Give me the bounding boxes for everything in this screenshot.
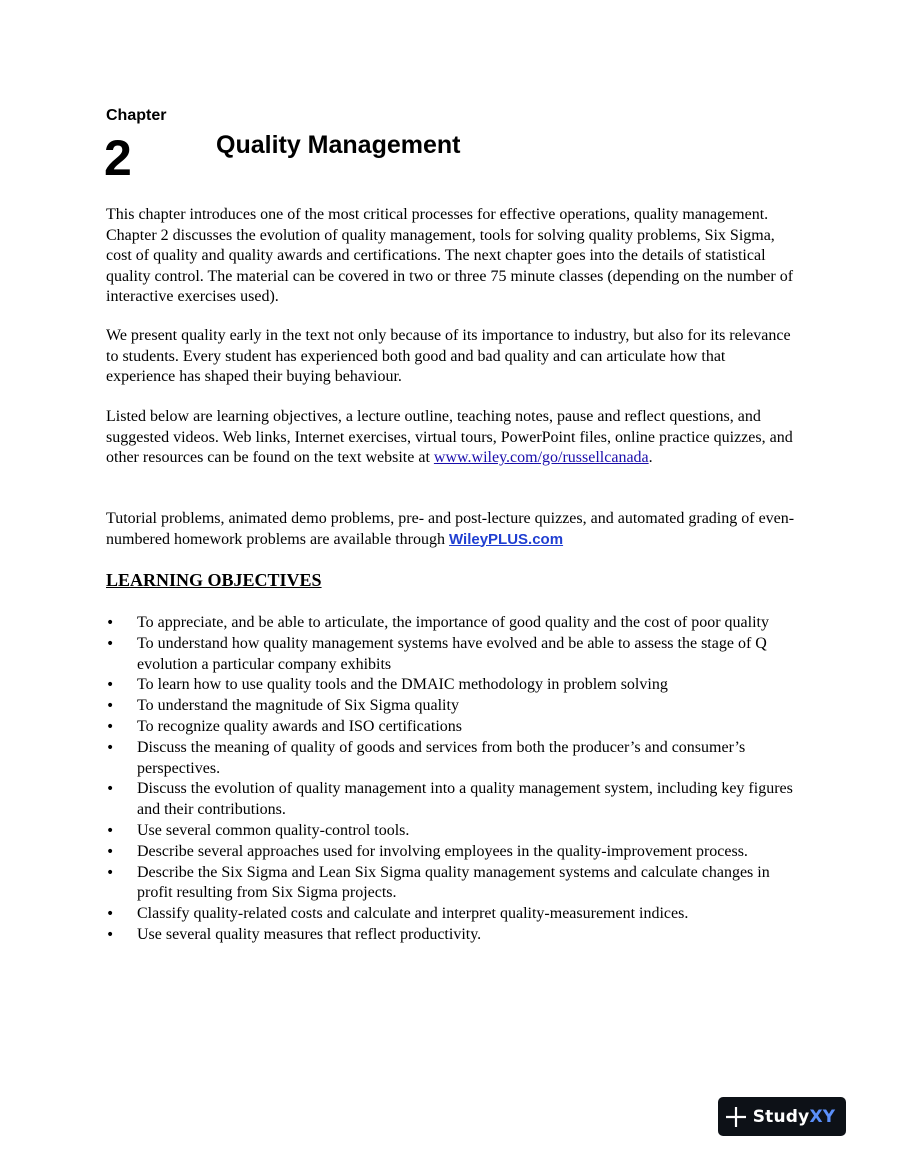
page-title: Quality Management [216, 131, 461, 159]
plus-icon [725, 1106, 747, 1128]
intro-paragraph-2: We present quality early in the text not only because of its importance to industry, but also for its relevance to students. Every student has experienced both good and bad quality and can articulate how that experience has shaped their buying behaviour. [106, 327, 791, 385]
wiley-website-link[interactable]: www.wiley.com/go/russellcanada [433, 449, 649, 466]
list-item: • Classify quality-related costs and calculate and interpret quality-measurement indices. [106, 904, 796, 925]
list-item: • Use several common quality-control tools. [106, 821, 796, 842]
learning-objectives-heading: LEARNING OBJECTIVES [106, 570, 322, 590]
studyxy-badge[interactable] [718, 1097, 846, 1136]
list-item: • To recognize quality awards and ISO certifications [106, 717, 796, 738]
intro-paragraph-1: This chapter introduces one of the most critical processes for effective operations, quality management. Chapter 2 discusses the evolution of quality management, tools for solving quality problems, Six Sigma, cost of quality and quality awards and certifications. The next chapter goes into the details of statistical quality control. The material can be covered in two or three 75 minute classes (depending on the number of interactive exercises used). [106, 206, 794, 305]
paragraph-3-text: Listed below are learning objectives, a lecture outline, teaching notes, pause and reflect questions, and suggested videos. Web links, Internet exercises, virtual tours, PowerPoint files, online practice quizzes, and other resources can be found on the text website at [106, 408, 793, 466]
list-item: • To understand how quality management systems have evolved and be able to assess the stage of Q evolution a particular company exhibits [106, 634, 796, 676]
brand-main: Study [752, 1106, 810, 1127]
paragraph-3-end: . [648, 449, 653, 466]
list-item: • To learn how to use quality tools and the DMAIC methodology in problem solving [106, 675, 796, 696]
brand-logo [753, 1107, 836, 1127]
intro-paragraph-4 [106, 509, 796, 550]
brand-accent: XY [809, 1106, 836, 1127]
list-item: • To appreciate, and be able to articulate, the importance of good quality and the cost of poor quality [106, 613, 796, 634]
list-item: • Describe several approaches used for involving employees in the quality-improvement process. [106, 842, 796, 863]
list-item: • Discuss the evolution of quality management into a quality management system, including key figures and their contributions. [106, 779, 796, 821]
list-item: • Discuss the meaning of quality of goods and services from both the producer’s and consumer’s perspectives. [106, 738, 796, 780]
list-item: • To understand the magnitude of Six Sigma quality [106, 696, 796, 717]
intro-paragraph-3 [106, 407, 796, 469]
learning-objectives-list [106, 613, 796, 946]
list-item: • Describe the Six Sigma and Lean Six Sigma quality management systems and calculate changes in profit resulting from Six Sigma projects. [106, 863, 796, 905]
list-item: • Use several quality measures that reflect productivity. [106, 925, 796, 946]
chapter-label: Chapter [106, 107, 167, 124]
paragraph-4-text: Tutorial problems, animated demo problems, pre- and post-lecture quizzes, and automated grading of even-numbered homework problems are available through [106, 510, 795, 548]
wileyplus-link[interactable]: WileyPLUS.com [449, 530, 564, 548]
chapter-number: 2 [104, 130, 132, 186]
